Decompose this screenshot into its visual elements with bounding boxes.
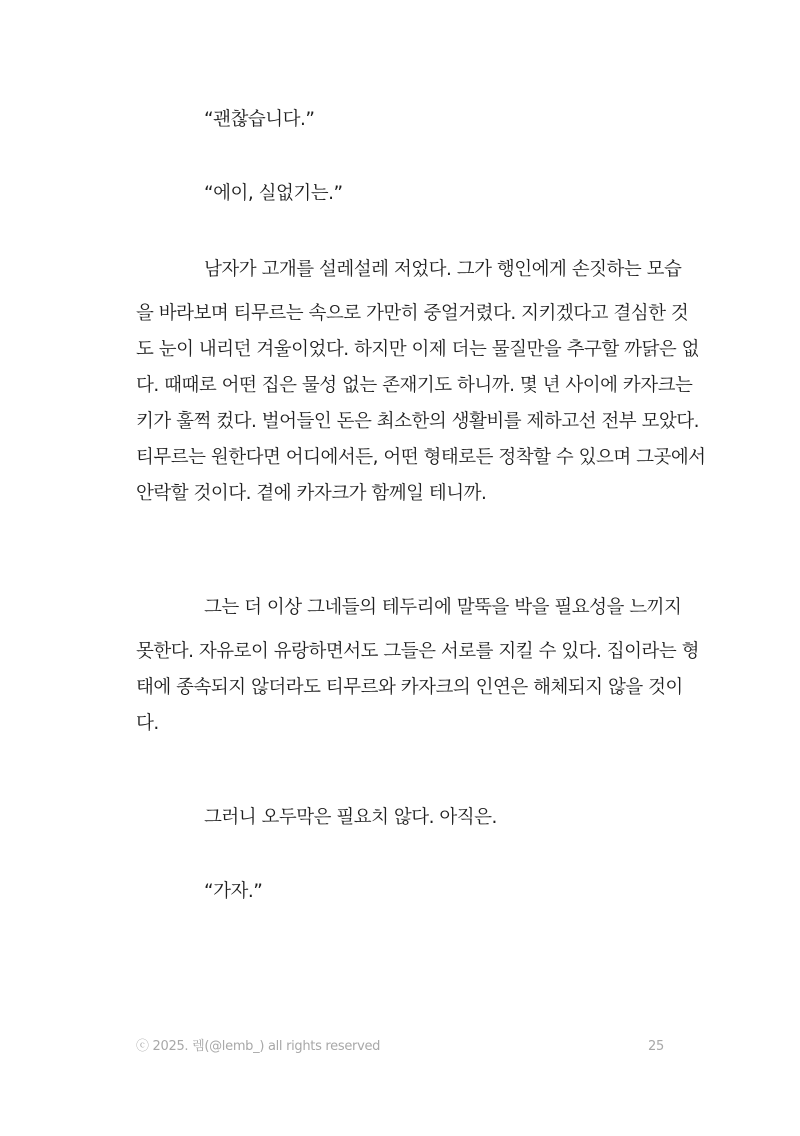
paragraph-2-line-2: 못한다. 자유로이 유랑하면서도 그들은 서로를 지킬 수 있다. 집이라는 형 bbox=[136, 641, 699, 662]
paragraph-3: 그러니 오두막은 필요치 않다. 아직은. bbox=[204, 807, 497, 828]
paragraph-2-line-3: 태에 종속되지 않더라도 티무르와 카자크의 인연은 해체되지 않을 것이 bbox=[136, 677, 683, 698]
paragraph-1-line-4: 다. 때때로 어떤 집은 물성 없는 존재기도 하니까. 몇 년 사이에 카자크는 bbox=[136, 375, 693, 396]
dialogue-line-1: “괜찮습니다.” bbox=[204, 109, 315, 130]
paragraph-2-line-1: 그는 더 이상 그네들의 테두리에 말뚝을 박을 필요성을 느끼지 bbox=[204, 597, 682, 618]
paragraph-1-line-3: 도 눈이 내리던 겨울이었다. 하지만 이제 더는 물질만을 추구할 까닭은 없 bbox=[136, 339, 699, 360]
paragraph-1-line-7: 안락할 것이다. 곁에 카자크가 함께일 테니까. bbox=[136, 483, 487, 504]
paragraph-1-line-2: 을 바라보며 티무르는 속으로 가만히 중얼거렸다. 지키겠다고 결심한 것 bbox=[136, 303, 689, 324]
copyright-notice: ⓒ 2025. 렘(@lemb_) all rights reserved bbox=[136, 1039, 381, 1054]
page-number: 25 bbox=[648, 1039, 664, 1054]
paragraph-1-line-6: 티무르는 원한다면 어디에서든, 어떤 형태로든 정착할 수 있으며 그곳에서 bbox=[136, 447, 706, 468]
dialogue-line-3: “가자.” bbox=[204, 881, 263, 902]
paragraph-2-line-4: 다. bbox=[136, 713, 159, 734]
paragraph-1-line-5: 키가 훌쩍 컸다. 벌어들인 돈은 최소한의 생활비를 제하고선 전부 모았다. bbox=[136, 411, 699, 432]
dialogue-line-2: “에이, 실없기는.” bbox=[204, 183, 343, 204]
paragraph-1-line-1: 남자가 고개를 설레설레 저었다. 그가 행인에게 손짓하는 모습 bbox=[204, 259, 682, 280]
